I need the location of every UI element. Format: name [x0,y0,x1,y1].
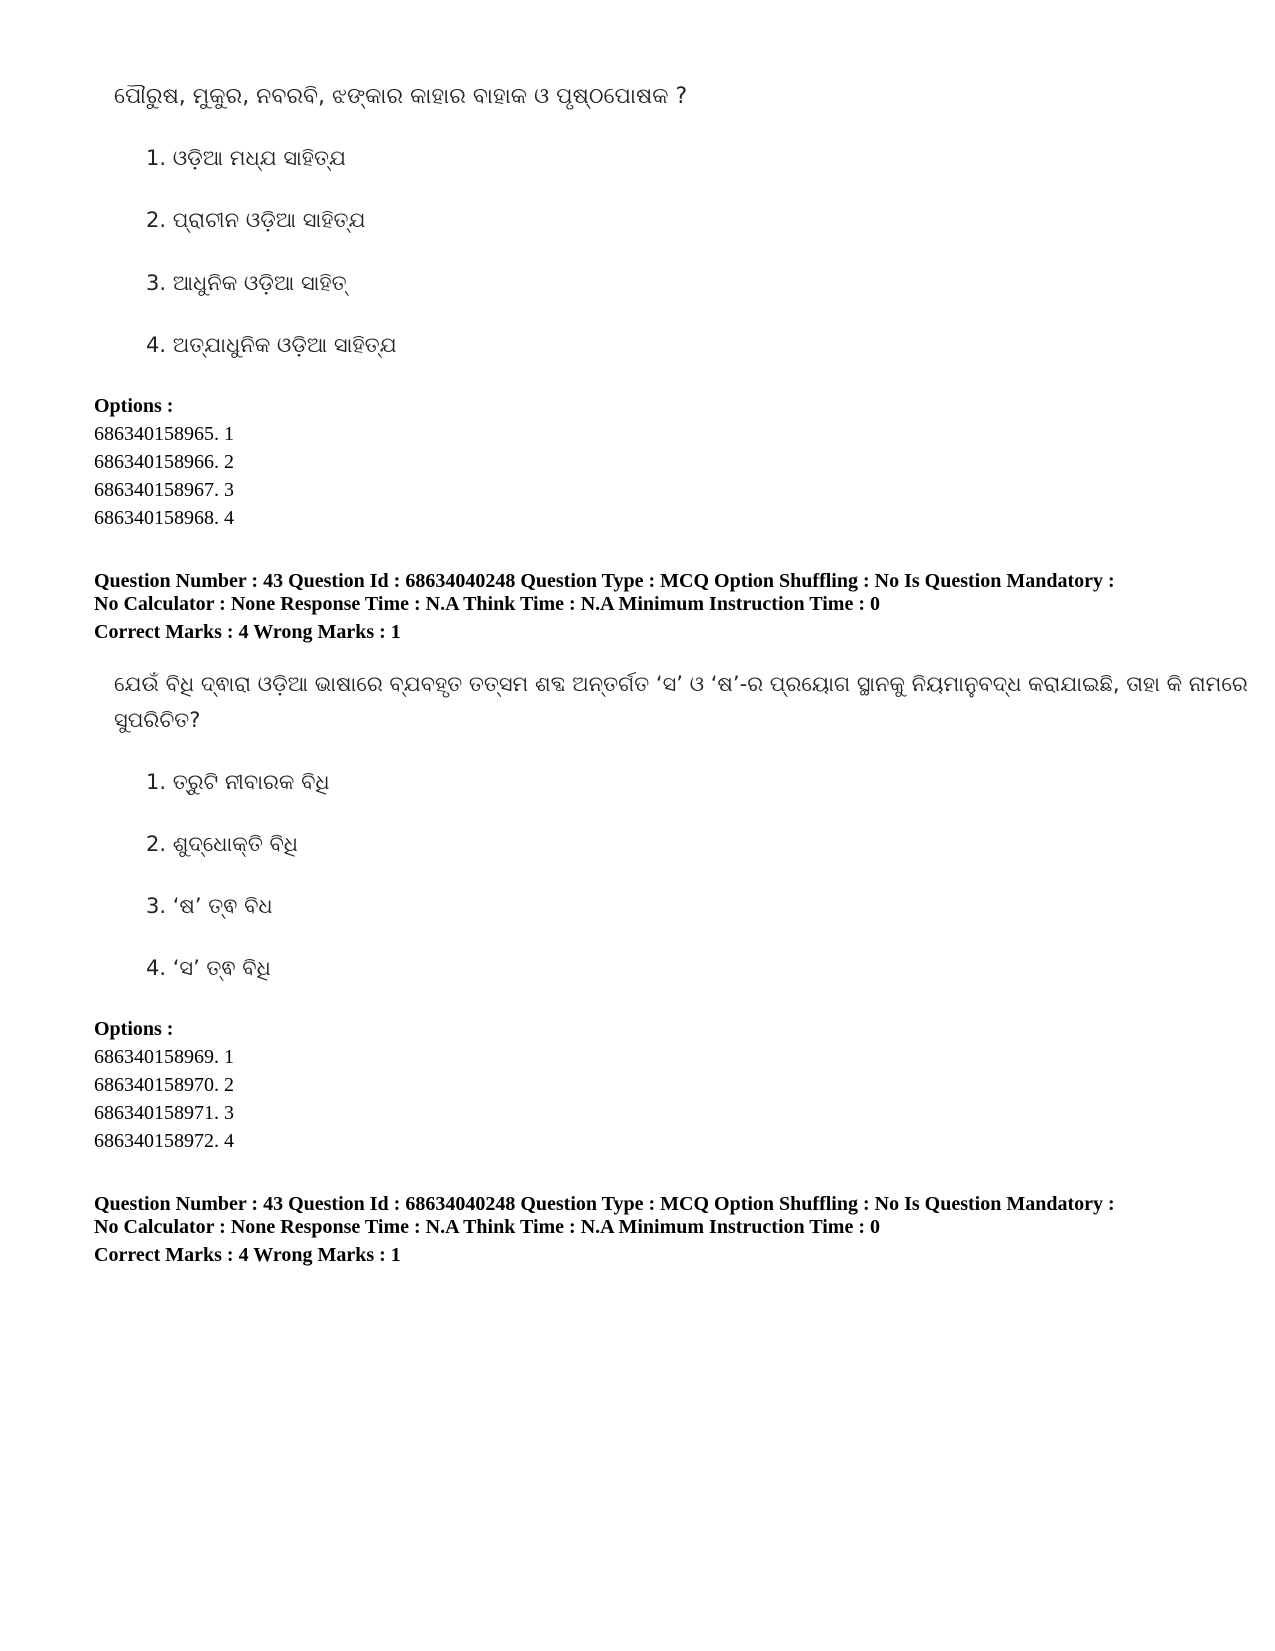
question-text-continued: ସୁପରିଚିତ? [114,708,201,732]
marks-line: Correct Marks : 4 Wrong Marks : 1 [94,1244,401,1266]
option-id-3: 686340158967. 3 [94,479,234,501]
options-heading: Options : [94,395,174,417]
option-id-3: 686340158971. 3 [94,1102,234,1124]
answer-choice-2: 2. ପ୍ରାଚୀନ ଓଡ଼ିଆ ସାହିତ୍ଯ [146,208,366,232]
answer-choice-4: 4. ଅତ୍ଯାଧୁନିକ ଓଡ଼ିଆ ସାହିତ୍ଯ [146,333,397,357]
option-id-2: 686340158966. 2 [94,451,234,473]
answer-choice-4: 4. ‘ସ’ ତ୍ଵ ବିଧି [146,956,271,980]
answer-choice-2: 2. ଶୁଦ୍ଧୋକ୍ତି ବିଧି [146,832,299,856]
option-id-2: 686340158970. 2 [94,1074,234,1096]
answer-choice-3: 3. ‘ଷ’ ତ୍ଵ ବିଧ [146,894,273,918]
answer-choice-3: 3. ଆଧୁନିକ ଓଡ଼ିଆ ସାହିତ୍ [146,271,347,295]
question-text: ଯେଉଁ ବିଧି ଦ୍ଵାରା ଓଡ଼ିଆ ଭାଷାରେ ବ୍ଯବହୃତ ତତ୍ସମ ଶବ୍ଦ ଅନ୍ତର୍ଗତ ‘ସ’ ଓ ‘ଷ’-ର ପ୍ରୟୋଗ ସ୍ଥାନକୁ ନିୟମାନୁବଦ୍ଧ କରାଯାଇଛି, ତାହା କି ନାମରେ [114,672,1248,696]
option-id-1: 686340158965. 1 [94,423,234,445]
answer-choice-1: 1. ତ୍ରୁଟି ନୀବାରକ ବିଧି [146,770,330,794]
option-id-4: 686340158972. 4 [94,1130,234,1152]
marks-line: Correct Marks : 4 Wrong Marks : 1 [94,621,401,643]
answer-choice-1: 1. ଓଡ଼ିଆ ମଧ୍ଯ ସାହିତ୍ଯ [146,146,346,170]
question-meta-line: No Calculator : None Response Time : N.A Think Time : N.A Minimum Instruction Time : 0 [94,1216,880,1238]
options-heading: Options : [94,1018,174,1040]
question-meta-line: No Calculator : None Response Time : N.A Think Time : N.A Minimum Instruction Time : 0 [94,593,880,615]
question-text: ପୌରୁଷ, ମୁକୁର, ନବରବି, ଝଙ୍କାର କାହାର ବାହାକ ଓ ପୃଷ୍ଠପୋଷକ ? [114,84,688,109]
question-meta-line: Question Number : 43 Question Id : 68634040248 Question Type : MCQ Option Shuffling : No Is Question Mandatory : [94,570,1115,592]
question-meta-line: Question Number : 43 Question Id : 68634040248 Question Type : MCQ Option Shuffling : No Is Question Mandatory : [94,1193,1115,1215]
option-id-4: 686340158968. 4 [94,507,234,529]
option-id-1: 686340158969. 1 [94,1046,234,1068]
